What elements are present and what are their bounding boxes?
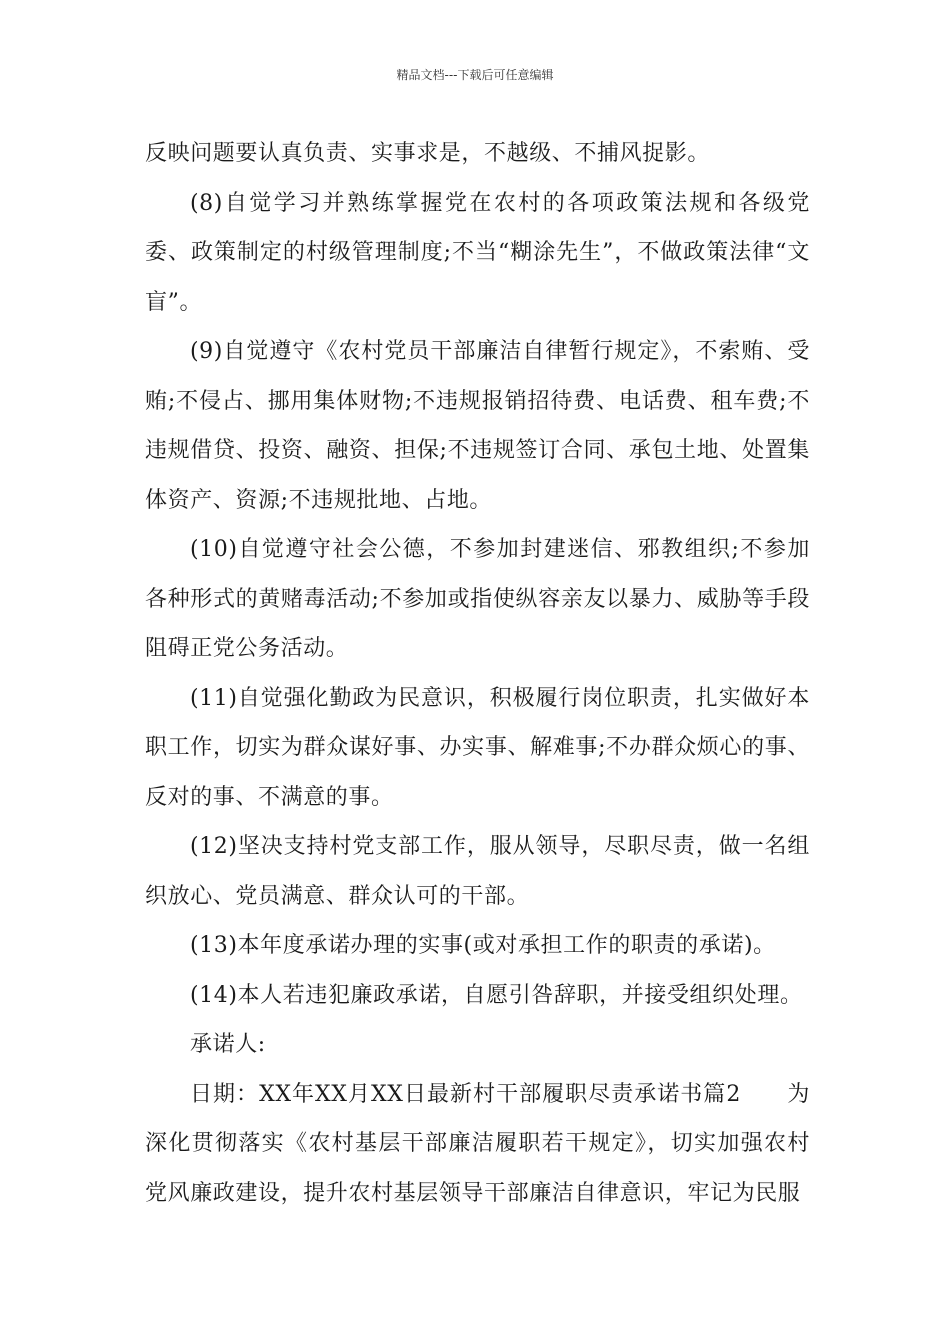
paragraph-item-12: (12)坚决支持村党支部工作，服从领导，尽职尽责，做一名组织放心、党员满意、群众认可的干部。 [145, 834, 810, 909]
page-header: 精品文档---下载后可任意编辑 [396, 68, 554, 82]
paragraph-item-14: (14)本人若违犯廉政承诺，自愿引咎辞职，并接受组织处理。 [190, 982, 803, 1008]
date-and-next-section: 日期：XX年XX月XX日最新村干部履职尽责承诺书篇2 为深化贯彻落实《农村基层干部廉洁履职若干规定》，切实加强农村党风廉政建设，提升农村基层领导干部廉洁自律意识，牢记为民服 [145, 1081, 810, 1206]
paragraph-1: 反映问题要认真负责、实事求是，不越级、不捕风捉影。 [145, 141, 711, 166]
paragraph-item-13: (13)本年度承诺办理的实事(或对承担工作的职责的承诺)。 [190, 933, 776, 958]
signer-line: 承诺人: [190, 1032, 266, 1057]
paragraph-item-11: (11)自觉强化勤政为民意识，积极履行岗位职责，扎实做好本职工作，切实为群众谋好事、办实事、解难事;不办群众烦心的事、反对的事、不满意的事。 [145, 685, 810, 810]
paragraph-item-9: (9)自觉遵守《农村党员干部廉洁自律暂行规定》，不索贿、受贿;不侵占、挪用集体财物;不违规报销招待费、电话费、租车费;不违规借贷、投资、融资、担保;不违规签订合同、承包土地、处置集体资产、资源;不违规批地、占地。 [145, 339, 810, 513]
document-body [145, 129, 810, 1218]
paragraph-item-10: (10)自觉遵守社会公德，不参加封建迷信、邪教组织;不参加各种形式的黄赌毒活动;不参加或指使纵容亲友以暴力、威胁等手段阻碍正党公务活动。 [145, 537, 810, 661]
paragraph-item-8: (8)自觉学习并熟练掌握党在农村的各项政策法规和各级党委、政策制定的村级管理制度;不当“糊涂先生”，不做政策法律“文盲”。 [145, 190, 810, 315]
